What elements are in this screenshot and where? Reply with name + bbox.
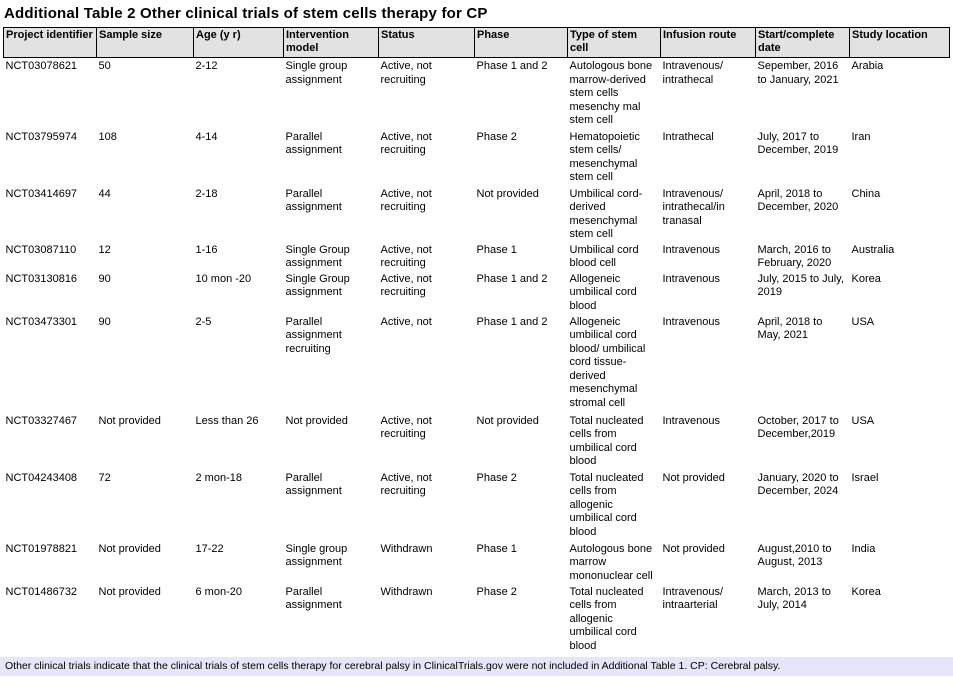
table-cell: 2-12	[195, 60, 218, 72]
table-cell: Active, not recruiting	[380, 130, 432, 156]
table-row	[4, 58, 950, 129]
table-cell: Total nucleated cells from allogenic umbilical cord blood	[569, 471, 644, 538]
table-cell: Umbilical cord-derived mesenchymal stem cell	[569, 187, 643, 240]
table-cell: Withdrawn	[380, 585, 433, 598]
table-cell: 50	[98, 60, 111, 72]
table-footnote: Other clinical trials indicate that the clinical trials of stem cells therapy for cerebral palsy in ClinicalTrials.gov were not included in Additional Table 1. CP: Cerebral palsy.	[0, 657, 953, 676]
table-cell: NCT03078621	[5, 60, 78, 72]
table-cell: Intravenous	[662, 315, 720, 328]
table-cell: Korea	[851, 585, 881, 598]
table-cell: Korea	[851, 272, 881, 285]
table-cell: Autologous bone marrow-derived stem cells mesenchy mal stem cell	[569, 60, 653, 126]
table-cell: Single group assignment	[285, 60, 348, 86]
table-cell: Intravenous	[662, 272, 720, 285]
table-cell: 108	[98, 130, 117, 143]
table-cell: Australia	[851, 243, 895, 256]
table-cell: Phase 1 and 2	[476, 315, 548, 328]
table-cell: Umbilical cord blood cell	[569, 243, 639, 269]
table-cell: Active, not	[380, 315, 432, 328]
table-cell: Withdrawn	[380, 542, 433, 555]
table-row	[4, 541, 950, 584]
table-cell: Autologous bone marrow mononuclear cell	[569, 542, 653, 582]
table-cell: Intravenous/ intraarterial	[662, 585, 724, 611]
table-cell: Single Group assignment	[285, 272, 350, 298]
table-cell: 10 mon -20	[195, 272, 252, 285]
table-cell: Active, not recruiting	[380, 414, 432, 440]
table-cell: Phase 2	[476, 585, 517, 598]
table-cell: 90	[98, 315, 111, 328]
table-cell: Not provided	[98, 542, 161, 555]
table-cell: Intravenous/ intrathecal	[662, 60, 724, 86]
table-cell: NCT03414697	[5, 187, 78, 200]
table-cell: July, 2017 to December, 2019	[757, 130, 839, 156]
column-header: Phase	[475, 28, 568, 58]
table-cell: 2 mon-18	[195, 471, 242, 484]
table-cell: Intravenous	[662, 243, 720, 256]
table-cell: Phase 1 and 2	[476, 272, 548, 285]
table-cell: 44	[98, 187, 111, 200]
table-cell: 6 mon-20	[195, 585, 242, 598]
table-cell: Total nucleated cells from umbilical cord blood	[569, 414, 644, 467]
table-cell: NCT04243408	[5, 471, 78, 484]
table-cell: Allogeneic umbilical cord blood/ umbilical cord tissue-derived mesenchymal stromal cell	[569, 315, 646, 409]
table-cell: Intravenous/ intrathecal/in tranasal	[662, 187, 725, 227]
table-cell: 1-16	[195, 243, 218, 256]
table-cell: NCT03130816	[5, 272, 78, 285]
table-cell: Allogeneic umbilical cord blood	[569, 272, 637, 312]
table-cell: NCT01978821	[5, 542, 78, 555]
table-cell: Sepember, 2016 to January, 2021	[757, 60, 839, 86]
table-cell: Not provided	[662, 471, 725, 484]
table-cell: 2-5	[195, 315, 212, 328]
table-cell: Phase 2	[476, 471, 517, 484]
table-cell: Parallel assignment	[285, 187, 342, 213]
column-header: Intervention model	[284, 28, 379, 58]
table-row	[4, 470, 950, 541]
table-cell: China	[851, 187, 881, 200]
table-cell: Parallel assignment	[285, 585, 342, 611]
column-header: Start/complete date	[756, 28, 850, 58]
table-row	[4, 271, 950, 314]
table-cell: March, 2013 to July, 2014	[757, 585, 831, 611]
table-cell: Israel	[851, 471, 879, 484]
table-row	[4, 413, 950, 470]
table-cell: India	[851, 542, 876, 555]
table-cell: Phase 1	[476, 542, 517, 555]
table-cell: USA	[851, 315, 875, 328]
table-cell: Single group assignment	[285, 542, 348, 568]
table-cell: Arabia	[851, 60, 884, 72]
table-cell: Active, not recruiting	[380, 60, 432, 86]
table-cell: Parallel assignment	[285, 130, 342, 156]
table-cell: 72	[98, 471, 111, 484]
table-cell: 12	[98, 243, 111, 256]
column-header: Project identifier	[4, 28, 97, 58]
table-cell: Hematopoietic stem cells/ mesenchymal stem cell	[569, 130, 640, 183]
table-cell: July, 2015 to July, 2019	[757, 272, 844, 298]
column-header: Sample size	[97, 28, 194, 58]
table-cell: Active, not recruiting	[380, 272, 432, 298]
table-cell: NCT03327467	[5, 414, 78, 427]
table-cell: January, 2020 to December, 2024	[757, 471, 839, 497]
clinical-trials-table	[3, 27, 950, 655]
table-cell: Not provided	[476, 414, 539, 427]
table-cell: Iran	[851, 130, 871, 143]
table-cell: 90	[98, 272, 111, 285]
table-cell: Phase 1 and 2	[476, 60, 548, 72]
table-cell: NCT03473301	[5, 315, 78, 328]
table-row	[4, 186, 950, 242]
table-row	[4, 129, 950, 186]
table-row	[4, 242, 950, 271]
table-cell: NCT01486732	[5, 585, 78, 598]
table-body	[4, 58, 950, 655]
table-cell: Not provided	[98, 585, 161, 598]
table-cell: NCT03087110	[5, 243, 77, 256]
table-cell: 2-18	[195, 187, 218, 200]
table-cell: Parallel assignment recruiting	[285, 315, 342, 355]
table-cell: Not provided	[98, 414, 161, 427]
column-header: Infusion route	[661, 28, 756, 58]
column-header: Status	[379, 28, 475, 58]
table-cell: Active, not recruiting	[380, 187, 432, 213]
table-cell: August,2010 to August, 2013	[757, 542, 832, 568]
table-cell: 17-22	[195, 542, 224, 555]
table-cell: October, 2017 to December,2019	[757, 414, 839, 440]
table-cell: Single Group assignment	[285, 243, 350, 269]
table-cell: Intrathecal	[662, 130, 714, 143]
table-cell: NCT03795974	[5, 130, 78, 143]
table-cell: Phase 2	[476, 130, 517, 143]
table-cell: Not provided	[662, 542, 725, 555]
table-cell: USA	[851, 414, 875, 427]
table-cell: Intravenous	[662, 414, 720, 427]
header-row	[4, 28, 950, 58]
column-header: Age (y r)	[194, 28, 284, 58]
column-header: Study location	[850, 28, 950, 58]
column-header: Type of stem cell	[568, 28, 661, 58]
table-cell: March, 2016 to February, 2020	[757, 243, 832, 269]
table-cell: Not provided	[476, 187, 539, 200]
table-cell: Not provided	[285, 414, 348, 427]
table-cell: Active, not recruiting	[380, 243, 432, 269]
table-cell: April, 2018 to December, 2020	[757, 187, 839, 213]
table-title: Additional Table 2 Other clinical trials of stem cells therapy for CP	[4, 5, 488, 22]
table-cell: 4-14	[195, 130, 218, 143]
table-cell: Total nucleated cells from allogenic umbilical cord blood	[569, 585, 644, 652]
table-cell: Less than 26	[195, 414, 259, 427]
table-row	[4, 584, 950, 655]
table-cell: Phase 1	[476, 243, 517, 256]
table-row	[4, 314, 950, 413]
table-cell: April, 2018 to May, 2021	[757, 315, 823, 341]
table-cell: Parallel assignment	[285, 471, 342, 497]
table-cell: Active, not recruiting	[380, 471, 432, 497]
